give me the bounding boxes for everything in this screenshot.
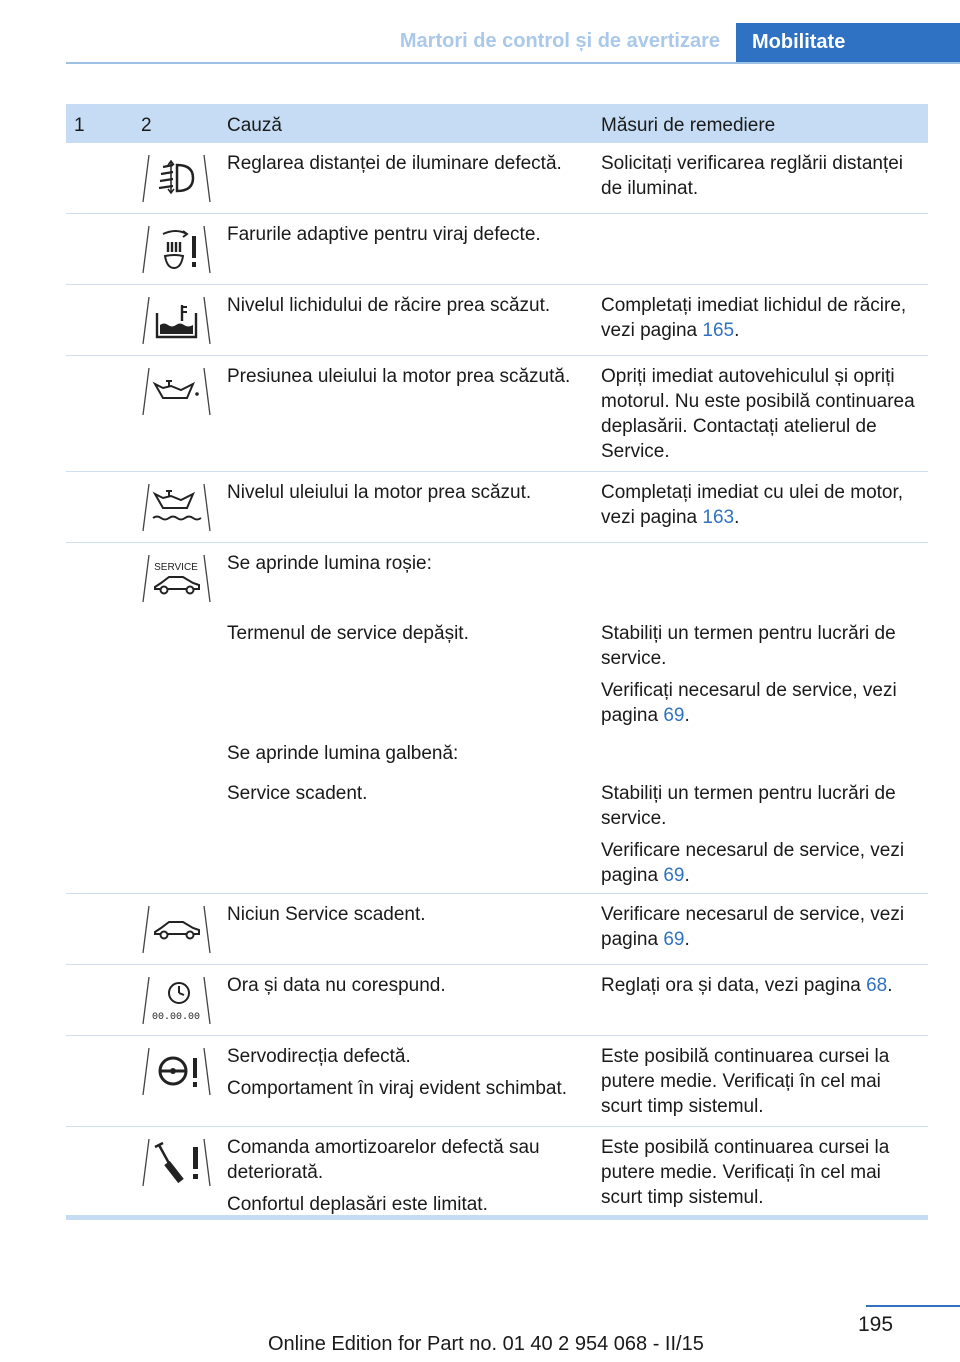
service-label: SERVICE bbox=[154, 562, 198, 573]
col-header-remedy: Măsuri de remediere bbox=[601, 115, 776, 136]
page-header bbox=[66, 0, 960, 64]
cause-text: Nivelul lichidului de răcire prea scăzut. bbox=[227, 295, 551, 316]
cause-text: Termenul de service depășit. bbox=[227, 623, 469, 644]
col-header-1: 1 bbox=[74, 115, 85, 136]
cause-text: Service scadent. bbox=[227, 783, 368, 804]
remedy-text: Stabiliți un termen pentru lucrări de service. bbox=[601, 623, 896, 669]
cause-cell bbox=[227, 151, 587, 183]
cause-cell bbox=[227, 364, 587, 396]
remedy-cell bbox=[601, 781, 926, 895]
table-row bbox=[66, 214, 928, 285]
remedy-cell bbox=[601, 480, 926, 537]
table-row bbox=[66, 472, 928, 543]
remedy-text: Stabiliți un termen pentru lucrări de service. bbox=[601, 783, 896, 829]
table-bottom-rule bbox=[66, 1215, 928, 1220]
table-row bbox=[66, 894, 928, 965]
cause-text: Confortul deplasări este limitat. bbox=[227, 1194, 488, 1215]
remedy-text: Verificare necesarul de service, vezi pagina 69. bbox=[601, 904, 905, 950]
chapter-tab: Mobilitate bbox=[736, 23, 960, 62]
remedy-cell bbox=[601, 151, 926, 208]
table-row bbox=[66, 543, 928, 894]
remedy-cell bbox=[601, 621, 926, 735]
cause-cell bbox=[227, 293, 587, 325]
remedy-text: Verificați necesarul de service, vezi pagina 69. bbox=[601, 680, 897, 726]
section-title: Martori de control și de avertizare bbox=[399, 30, 720, 52]
page-number: 195 bbox=[858, 1313, 894, 1336]
service-car-icon bbox=[141, 553, 212, 604]
cause-text: Farurile adaptive pentru viraj defecte. bbox=[227, 224, 541, 245]
remedy-text: Solicitați verificarea reglării distanței de iluminat. bbox=[601, 153, 904, 199]
table-header bbox=[66, 104, 928, 143]
table-row bbox=[66, 1127, 928, 1225]
table-row bbox=[66, 285, 928, 356]
table-row bbox=[66, 143, 928, 214]
shock-absorber-icon bbox=[141, 1137, 212, 1188]
page-link[interactable]: 69 bbox=[663, 865, 685, 886]
clock-digits: 00.00.00 bbox=[151, 1012, 201, 1023]
page-link[interactable]: 163 bbox=[702, 507, 735, 528]
remedy-cell bbox=[601, 973, 926, 1005]
remedy-cell bbox=[601, 364, 926, 471]
cause-text: Se aprinde lumina galbenă: bbox=[227, 743, 459, 764]
remedy-text: Completați imediat cu ulei de motor, vezi pagina 163. bbox=[601, 482, 904, 528]
page-number-rule bbox=[866, 1305, 960, 1307]
cause-text: Comportament în viraj evident schimbat. bbox=[227, 1078, 568, 1099]
cause-cell bbox=[227, 222, 587, 254]
cause-cell bbox=[227, 621, 587, 653]
table-row bbox=[66, 1036, 928, 1127]
cause-cell bbox=[227, 1044, 587, 1108]
car-icon bbox=[141, 904, 212, 955]
coolant-level-icon bbox=[141, 295, 212, 346]
remedy-cell bbox=[601, 902, 926, 959]
footer-text: Online Edition for Part no. 01 40 2 954 068 - II/15 bbox=[268, 1333, 704, 1355]
col-header-2: 2 bbox=[141, 115, 152, 136]
cause-text: Presiunea uleiului la motor prea scăzută. bbox=[227, 366, 571, 387]
clock-icon bbox=[141, 975, 212, 1026]
cause-text: Ora și data nu corespund. bbox=[227, 975, 446, 996]
table-row bbox=[66, 356, 928, 472]
cause-cell bbox=[227, 1135, 587, 1224]
cause-text: Reglarea distanței de iluminare defectă. bbox=[227, 153, 562, 174]
cause-cell bbox=[227, 781, 587, 813]
remedy-text: Verificare necesarul de service, vezi pagina 69. bbox=[601, 840, 905, 886]
cause-text: Se aprinde lumina roșie: bbox=[227, 553, 432, 574]
remedy-cell bbox=[601, 293, 926, 350]
cause-text: Nivelul uleiului la motor prea scăzut. bbox=[227, 482, 532, 503]
cause-cell bbox=[227, 741, 587, 773]
remedy-text: Completați imediat lichidul de răcire, vezi pagina 165. bbox=[601, 295, 907, 341]
remedy-text: Opriți imediat autovehiculul și opriți motorul. Nu este posibilă continuarea deplasării. Contactați atelierul de Service. bbox=[601, 366, 915, 462]
oil-pressure-icon bbox=[141, 366, 212, 417]
remedy-text: Reglați ora și data, vezi pagina 68. bbox=[601, 975, 893, 996]
col-header-cause: Cauză bbox=[227, 115, 282, 136]
table-row bbox=[66, 965, 928, 1036]
cause-text: Comanda amortizoarelor defectă sau deteriorată. bbox=[227, 1137, 540, 1183]
remedy-text: Este posibilă continuarea cursei la putere medie. Verificați în cel mai scurt timp sistemul. bbox=[601, 1137, 890, 1208]
cause-cell bbox=[227, 973, 587, 1005]
remedy-cell bbox=[601, 1135, 926, 1217]
remedy-cell bbox=[601, 1044, 926, 1126]
page-link[interactable]: 165 bbox=[702, 320, 735, 341]
steering-warning-icon bbox=[141, 1046, 212, 1097]
cause-cell bbox=[227, 902, 587, 934]
warning-lights-table bbox=[66, 104, 928, 1225]
page-link[interactable]: 69 bbox=[663, 705, 685, 726]
cause-text: Niciun Service scadent. bbox=[227, 904, 426, 925]
remedy-text: Este posibilă continuarea cursei la putere medie. Verificați în cel mai scurt timp sistemul. bbox=[601, 1046, 890, 1117]
cause-text: Servodirecția defectă. bbox=[227, 1046, 411, 1067]
page-link[interactable]: 68 bbox=[866, 975, 888, 996]
oil-level-icon bbox=[141, 482, 212, 533]
cause-cell bbox=[227, 480, 587, 512]
adaptive-headlights-icon bbox=[141, 224, 212, 275]
cause-cell bbox=[227, 551, 587, 583]
page-link[interactable]: 69 bbox=[663, 929, 685, 950]
headlight-range-icon bbox=[141, 153, 212, 204]
